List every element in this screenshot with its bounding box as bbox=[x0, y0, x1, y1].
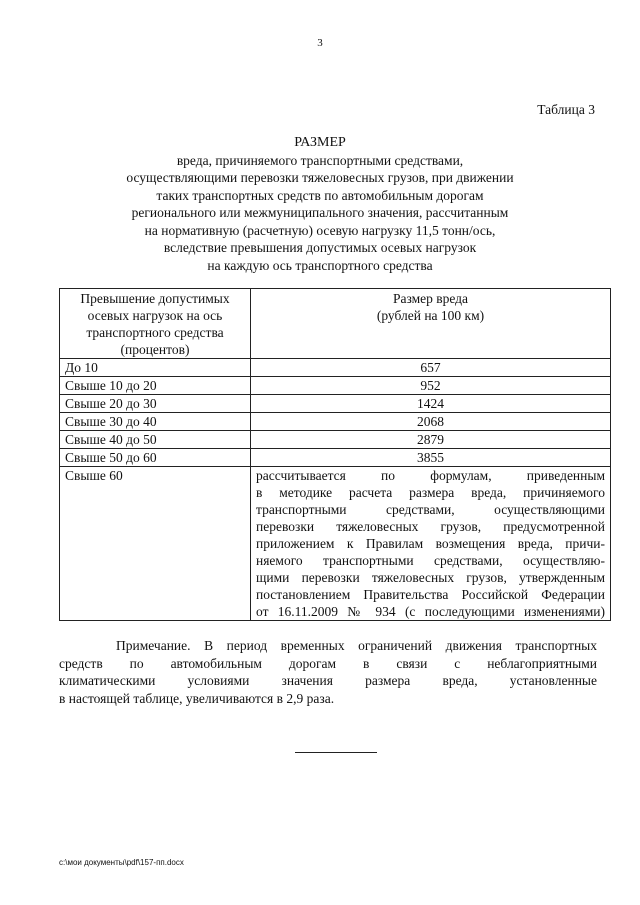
row-range: Свыше 30 до 40 bbox=[60, 413, 251, 431]
note-line: перевозки тяжеловесных грузов, предусмотренной bbox=[256, 519, 605, 534]
table-row bbox=[60, 377, 611, 395]
row-range: Свыше 60 bbox=[60, 467, 251, 621]
note-line: от 16.11.2009 № 934 (с последующими изменениями) bbox=[256, 604, 605, 619]
page-number: 3 bbox=[317, 37, 323, 49]
row-range: Свыше 40 до 50 bbox=[60, 431, 251, 449]
row-value: 952 bbox=[251, 377, 611, 395]
row-range: Свыше 20 до 30 bbox=[60, 395, 251, 413]
table-header-row bbox=[60, 289, 611, 359]
row-range: До 10 bbox=[60, 359, 251, 377]
row-value: 1424 bbox=[251, 395, 611, 413]
header-damage-amount bbox=[251, 289, 611, 359]
header-line: Превышение допустимых bbox=[80, 291, 230, 306]
table-row bbox=[60, 395, 611, 413]
table-row bbox=[60, 413, 611, 431]
note-line: приложением к Правилам возмещения вреда, причи- bbox=[256, 536, 605, 551]
heading-line: вследствие превышения допустимых осевых нагрузок bbox=[163, 240, 477, 255]
heading-title: РАЗМЕР bbox=[294, 135, 346, 150]
note-line: щими перевозки тяжеловесных грузов, утвержденным bbox=[256, 570, 605, 585]
note-line: няемого транспортными средствами, осуществляю- bbox=[256, 553, 605, 568]
header-line: (процентов) bbox=[120, 342, 190, 357]
table-row-last bbox=[60, 467, 611, 621]
row-value: 3855 bbox=[251, 449, 611, 467]
table-label: Таблица 3 bbox=[537, 102, 595, 117]
row-range: Свыше 10 до 20 bbox=[60, 377, 251, 395]
header-line: транспортного средства bbox=[86, 325, 224, 340]
footer-file-path: c:\мои документы\pdf\157-пп.docx bbox=[59, 858, 184, 867]
row-value: 2879 bbox=[251, 431, 611, 449]
row-value: 2068 bbox=[251, 413, 611, 431]
heading-line: регионального или межмуниципального значения, рассчитанным bbox=[131, 205, 509, 220]
header-line: осевых нагрузок на ось bbox=[87, 308, 223, 323]
heading-line: на каждую ось транспортного средства bbox=[207, 257, 433, 273]
note-line: постановлением Правительства Российской Федерации bbox=[256, 587, 605, 602]
note-line: в методике расчета размера вреда, причиняемого bbox=[256, 485, 605, 500]
damage-table bbox=[59, 288, 611, 621]
note-line: рассчитывается по формулам, приведенным bbox=[256, 468, 605, 483]
heading bbox=[40, 134, 600, 274]
heading-line: на нормативную (расчетную) осевую нагрузку 11,5 тонн/ось, bbox=[144, 222, 496, 238]
header-line: (рублей на 100 км) bbox=[376, 308, 485, 323]
table-row bbox=[60, 359, 611, 377]
table-row bbox=[60, 431, 611, 449]
separator-line bbox=[295, 752, 377, 753]
table-row bbox=[60, 449, 611, 467]
note-text-line: в настоящей таблице, увеличиваются в 2,9 раза. bbox=[59, 690, 335, 706]
note-text-line: средств по автомобильным дорогам в связи с неблагоприятными bbox=[59, 655, 597, 671]
note-line: транспортными средствами, осуществляющими bbox=[256, 502, 605, 517]
row-value: 657 bbox=[251, 359, 611, 377]
row-calculation-note bbox=[251, 467, 611, 621]
heading-line: вреда, причиняемого транспортными средствами, bbox=[176, 152, 464, 168]
heading-line: таких транспортных средств по автомобильным дорогам bbox=[156, 187, 484, 203]
note-text-line: климатическими условиями значения размера вреда, установленные bbox=[59, 673, 597, 688]
heading-line: осуществляющими перевозки тяжеловесных грузов, при движении bbox=[126, 170, 514, 185]
row-range: Свыше 50 до 60 bbox=[60, 449, 251, 467]
note-text-line: Примечание. В период временных ограничений движения транспортных bbox=[116, 638, 597, 653]
header-line: Размер вреда bbox=[392, 291, 469, 306]
header-axle-overload bbox=[60, 289, 251, 359]
note-paragraph bbox=[59, 637, 597, 707]
